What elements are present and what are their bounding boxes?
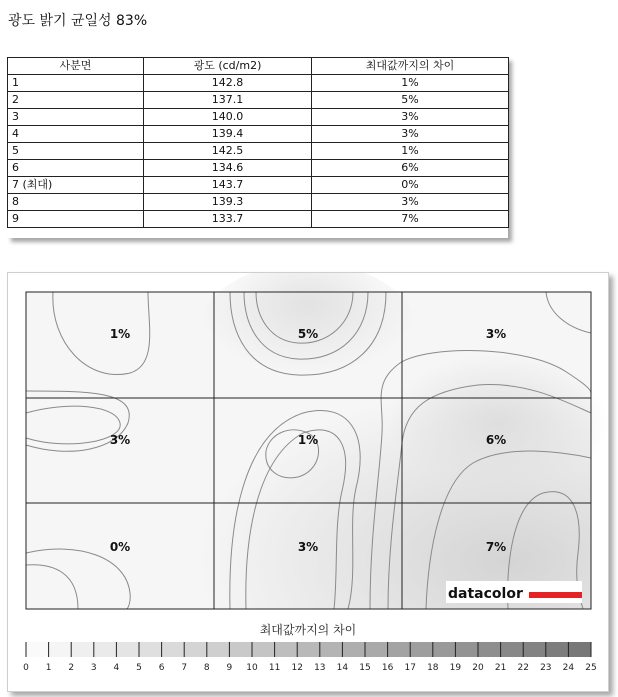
- legend-swatch: [365, 642, 388, 657]
- cell-quadrant: 5: [8, 143, 144, 160]
- uniformity-panel: [7, 272, 609, 692]
- legend-swatch: [455, 642, 478, 657]
- legend-swatch: [501, 642, 524, 657]
- cell-luminance: 139.4: [144, 126, 312, 143]
- legend-swatch: [184, 642, 207, 657]
- legend-swatch: [49, 642, 72, 657]
- cell-luminance: 142.8: [144, 75, 312, 92]
- cell-difference: 1%: [312, 75, 509, 92]
- legend-tick-label: 17: [404, 663, 416, 673]
- legend-tick-label: 3: [90, 663, 97, 673]
- legend-tick-label: 1: [45, 663, 52, 673]
- cell-luminance: 134.6: [144, 160, 312, 177]
- quadrant-label: 5%: [297, 327, 319, 341]
- cell-difference: 3%: [312, 126, 509, 143]
- cell-quadrant: 4: [8, 126, 144, 143]
- table-row: [8, 177, 509, 194]
- legend-swatch: [433, 642, 456, 657]
- legend-swatch: [116, 642, 139, 657]
- legend-tick-label: 6: [158, 663, 165, 673]
- cell-luminance: 140.0: [144, 109, 312, 126]
- table-header-row: [8, 58, 509, 75]
- cell-difference: 7%: [312, 211, 509, 228]
- table-row: [8, 143, 509, 160]
- legend-tick-label: 25: [585, 663, 597, 673]
- table-row: [8, 126, 509, 143]
- logo-bar: [529, 592, 582, 598]
- legend-tick-label: 13: [314, 663, 326, 673]
- legend-swatch: [568, 642, 591, 657]
- quadrant-label: 7%: [485, 540, 507, 554]
- quadrant-label: 1%: [109, 327, 131, 341]
- cell-quadrant: 9: [8, 211, 144, 228]
- table-row: [8, 75, 509, 92]
- quadrant-label: 3%: [109, 433, 131, 447]
- legend-tick-label: 16: [381, 663, 394, 673]
- legend-tick-label: 8: [203, 663, 210, 673]
- table-row: [8, 109, 509, 126]
- quadrant-label: 0%: [109, 540, 131, 554]
- legend-tick-label: 22: [517, 663, 529, 673]
- legend-swatch: [207, 642, 230, 657]
- table-row: [8, 211, 509, 228]
- legend-tick-label: 20: [472, 663, 484, 673]
- legend-scale: [23, 642, 597, 673]
- quadrant-label: 3%: [485, 327, 507, 341]
- cell-quadrant: 6: [8, 160, 144, 177]
- luminance-table: [7, 57, 508, 238]
- table-row: [8, 194, 509, 211]
- cell-quadrant: 7 (최대): [8, 177, 144, 194]
- header-quadrant: 사분면: [8, 58, 144, 75]
- cell-luminance: 137.1: [144, 92, 312, 109]
- quadrant-label: 1%: [297, 433, 319, 447]
- cell-difference: 5%: [312, 92, 509, 109]
- legend-tick-label: 10: [246, 663, 258, 673]
- legend-tick-label: 11: [268, 663, 281, 673]
- legend-tick-label: 18: [427, 663, 439, 673]
- legend-tick-label: 4: [113, 663, 120, 673]
- legend-swatch: [342, 642, 365, 657]
- legend-title: 최대값까지의 차이: [259, 623, 357, 637]
- datacolor-logo: [446, 581, 582, 603]
- legend-tick-label: 12: [291, 663, 303, 673]
- cell-difference: 1%: [312, 143, 509, 160]
- cell-quadrant: 3: [8, 109, 144, 126]
- legend-tick-label: 19: [449, 663, 462, 673]
- cell-luminance: 142.5: [144, 143, 312, 160]
- legend-swatch: [275, 642, 298, 657]
- legend-tick-label: 2: [68, 663, 75, 673]
- legend-swatch: [139, 642, 162, 657]
- legend-swatch: [388, 642, 411, 657]
- legend-swatch: [71, 642, 94, 657]
- logo-text: datacolor: [448, 586, 523, 602]
- legend-swatch: [252, 642, 275, 657]
- table-row: [8, 92, 509, 109]
- legend-tick-label: 15: [359, 663, 371, 673]
- cell-difference: 3%: [312, 194, 509, 211]
- legend-tick-label: 7: [181, 663, 188, 673]
- page-title: 광도 밝기 균일성 83%: [8, 13, 148, 29]
- cell-difference: 3%: [312, 109, 509, 126]
- quadrant-label: 3%: [297, 540, 319, 554]
- legend-tick-label: 24: [562, 663, 575, 673]
- legend-swatch: [229, 642, 252, 657]
- cell-luminance: 143.7: [144, 177, 312, 194]
- legend-tick-label: 14: [336, 663, 349, 673]
- cell-difference: 6%: [312, 160, 509, 177]
- cell-quadrant: 2: [8, 92, 144, 109]
- legend-swatch: [94, 642, 117, 657]
- cell-luminance: 139.3: [144, 194, 312, 211]
- legend-tick-label: 0: [23, 663, 29, 673]
- legend-tick-label: 21: [494, 663, 507, 673]
- legend-swatch: [320, 642, 343, 657]
- legend-swatch: [26, 642, 49, 657]
- legend-tick-label: 9: [226, 663, 233, 673]
- legend-swatch: [410, 642, 433, 657]
- cell-luminance: 133.7: [144, 211, 312, 228]
- header-difference: 최대값까지의 차이: [312, 58, 509, 75]
- legend-swatch: [523, 642, 546, 657]
- uniformity-heatmap: [8, 273, 608, 691]
- legend-swatch: [297, 642, 320, 657]
- table-row: [8, 160, 509, 177]
- legend-tick-label: 23: [540, 663, 552, 673]
- legend-swatch: [546, 642, 569, 657]
- cell-difference: 0%: [312, 177, 509, 194]
- cell-quadrant: 8: [8, 194, 144, 211]
- legend-tick-label: 5: [136, 663, 142, 673]
- header-luminance: 광도 (cd/m2): [144, 58, 312, 75]
- cell-quadrant: 1: [8, 75, 144, 92]
- legend-swatch: [478, 642, 501, 657]
- quadrant-label: 6%: [485, 433, 507, 447]
- legend-swatch: [162, 642, 185, 657]
